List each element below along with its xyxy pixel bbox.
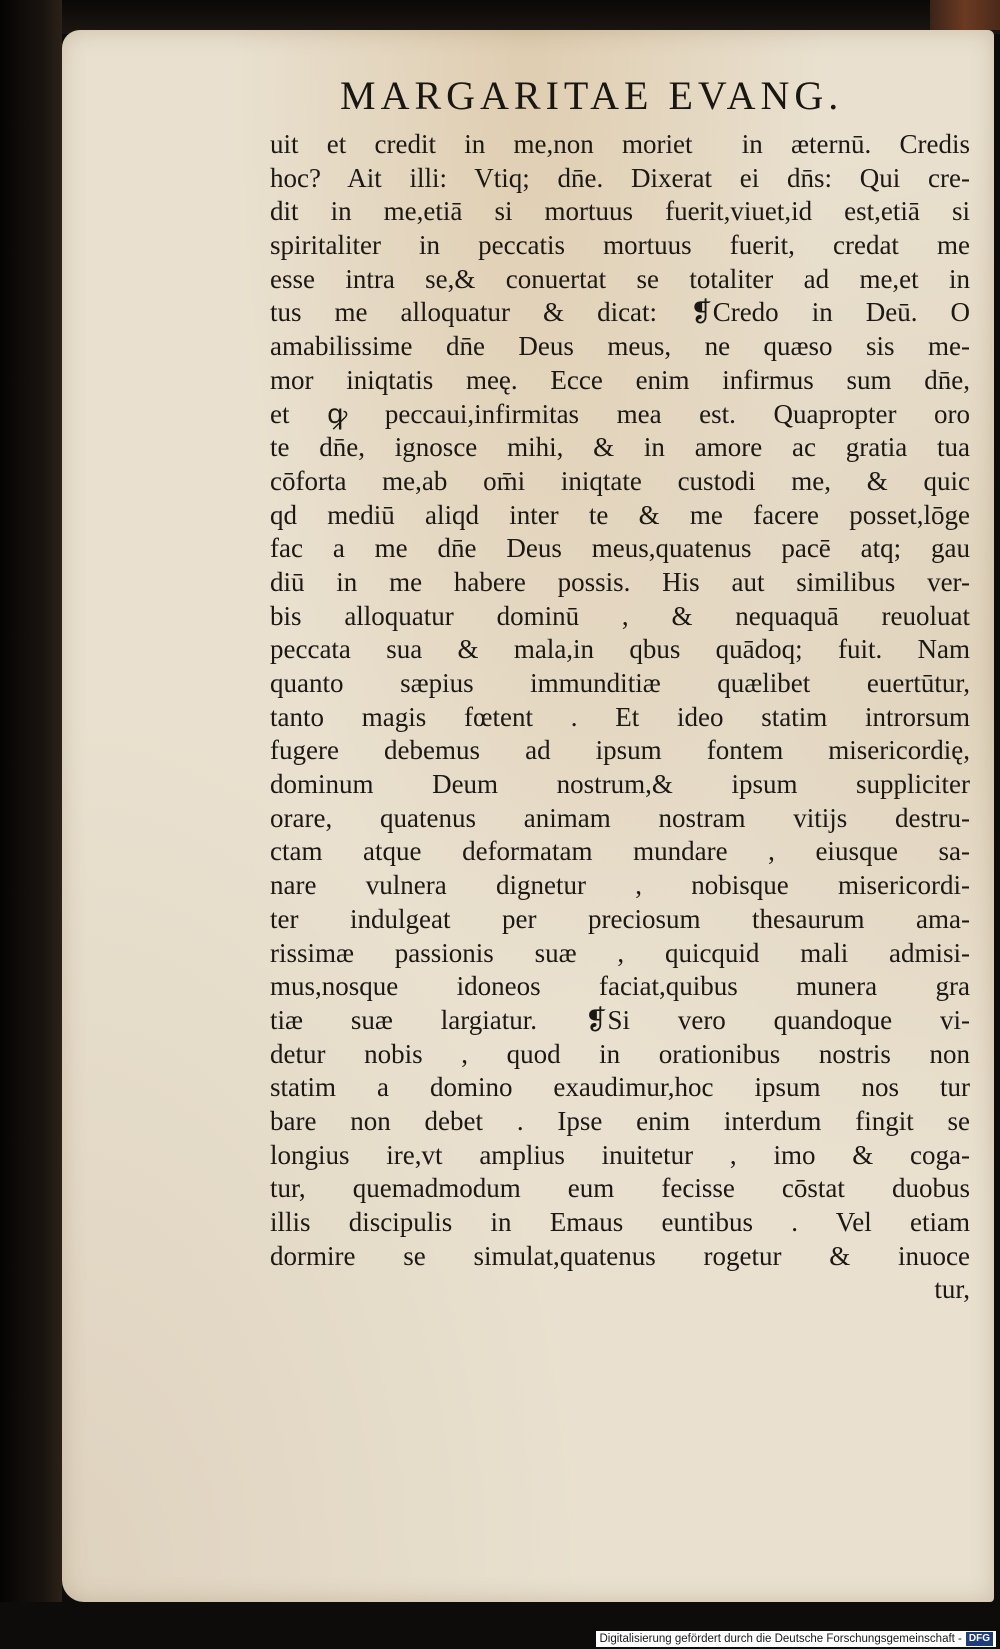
text-line: te dn̄e, ignosce mihi, & in amore ac gratia tua <box>270 432 970 463</box>
text-line: hoc? Ait illi: Vtiq; dn̄e. Dixerat ei dn̄s: Qui cre- <box>270 162 970 193</box>
book-cover-corner <box>930 0 1000 30</box>
text-line: tus me alloquatur & dicat: ❡Credo in Deū. O <box>270 297 970 328</box>
text-line: diū in me habere possis. His aut similibus ver- <box>270 566 970 597</box>
running-head: MARGARITAE EVANG. <box>340 73 844 118</box>
text-line: longius ire,vt amplius inuitetur , imo & coga- <box>270 1139 970 1170</box>
text-line: peccata sua & mala,in qbus quādoq; fuit. Nam <box>270 634 970 665</box>
text-line: tiæ suæ largiatur. ❡Si vero quandoque vi- <box>270 1004 970 1035</box>
text-line: ter indulgeat per preciosum thesaurum ama- <box>270 903 970 934</box>
text-line: uit et credit in me,non morietᷓ in æternū. Credis <box>270 129 970 159</box>
text-line: ctam atque deformatam mundare , eiusque sa- <box>270 836 970 867</box>
text-line: orare, quatenus animam nostram vitijs destru- <box>270 802 970 833</box>
scan-top-edge <box>0 0 1000 34</box>
text-line: fac a me dn̄e Deus meus,quatenus pacē atq; gau <box>270 533 970 564</box>
text-line: bare non debet . Ipse enim interdum fingit se <box>270 1105 970 1136</box>
text-line: cōforta me,ab om̄i iniqtate custodi me, & quic <box>270 465 970 496</box>
text-line: detur nobis , quod in orationibus nostris non <box>270 1038 970 1069</box>
text-line: fugere debemus ad ipsum fontem misericordię, <box>270 735 970 766</box>
text-line: statim a domino exaudimur,hoc ipsum nos tur <box>270 1072 970 1103</box>
text-line: bis alloquatur dominū , & nequaquā reuoluat <box>270 600 970 631</box>
text-line: amabilissime dn̄e Deus meus, ne quæso sis me- <box>270 331 970 362</box>
credit-text: Digitalisierung gefördert durch die Deutsche Forschungsgemeinschaft - <box>599 1633 962 1645</box>
text-line: rissimæ passionis suæ , quicquid mali admisi- <box>270 937 970 968</box>
text-line: tur, quemadmodum eum fecisse cōstat duobus <box>270 1173 970 1204</box>
text-line: tanto magis fœtent . Et ideo statim introrsum <box>270 701 970 732</box>
text-line: spiritaliter in peccatis mortuus fuerit, credat me <box>270 230 970 261</box>
text-line: nare vulnera dignetur , nobisque misericordi- <box>270 870 970 901</box>
digitization-credit <box>596 1631 996 1647</box>
catchword: tur, <box>934 1274 970 1305</box>
dfg-logo-icon: DFG <box>966 1632 993 1646</box>
text-line: mor iniqtatis meę. Ecce enim infirmus sum dn̄e, <box>270 364 970 395</box>
text-line: dit in me,etiā si mortuus fuerit,viuet,id est,etiā si <box>270 196 970 227</box>
text-line: dominum Deum nostrum,& ipsum suppliciter <box>270 769 970 800</box>
text-line: dormire se simulat,quatenus rogetur & inuoce <box>270 1240 970 1271</box>
text-line: mus,nosque idoneos faciat,quibus munera gra <box>270 971 970 1002</box>
text-line: illis discipulis in Emaus euntibus . Vel etiam <box>270 1207 970 1237</box>
page-body-text <box>270 128 970 1307</box>
text-line: et ꝙ peccaui,infirmitas mea est. Quapropter oro <box>270 398 970 429</box>
text-line: esse intra se,& conuertat se totaliter ad me,et in <box>270 263 970 294</box>
book-binding-edge <box>0 0 62 1649</box>
text-line: quanto sæpius immunditiæ quælibet euertūtur, <box>270 668 970 698</box>
text-line: qd mediū aliqd inter te & me facere posset,lōge <box>270 499 970 530</box>
